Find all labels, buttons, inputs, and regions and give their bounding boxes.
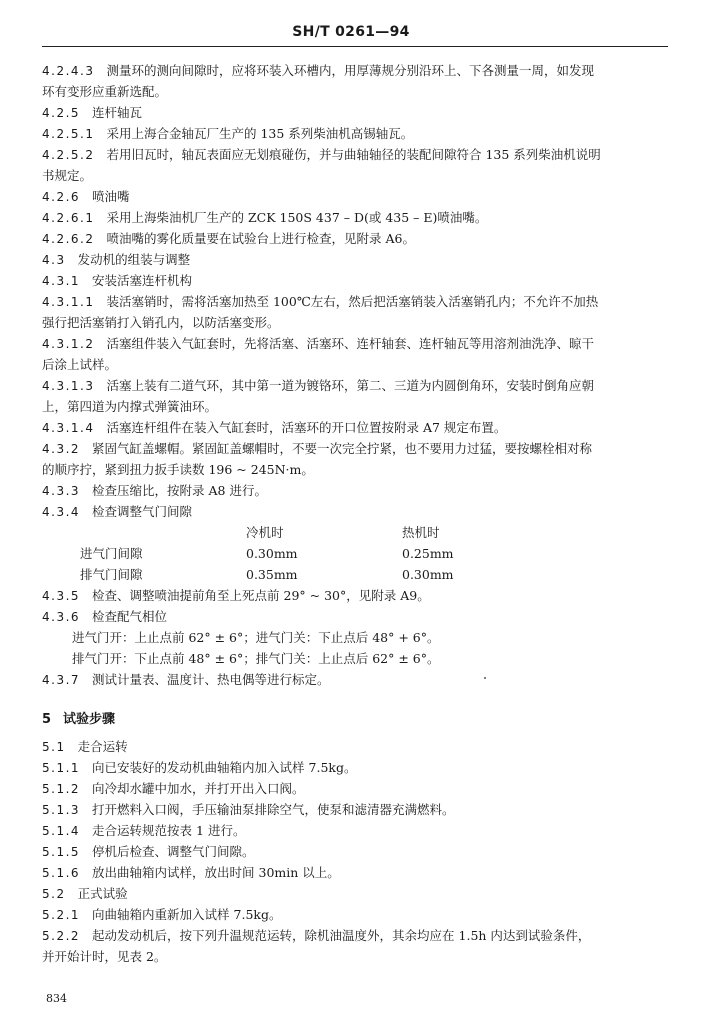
table-cell-cold: 0.30mm — [246, 546, 298, 562]
clause-text: 喷油嘴 — [92, 189, 130, 205]
clause-number: 4.2.4.3 — [42, 64, 95, 78]
clause-line — [42, 906, 281, 924]
clause-number: 4.3.1 — [42, 274, 81, 289]
clause-line — [42, 482, 267, 500]
clause-line — [42, 251, 190, 269]
clause-line — [42, 230, 415, 248]
clause-text: 发动机的组装与调整 — [77, 252, 191, 268]
clause-text: 连杆轴瓦 — [92, 105, 143, 121]
clause-number: 5.1.4 — [42, 824, 81, 839]
clause-number: 4.2.6.1 — [42, 211, 95, 226]
clause-text: 活塞连杆组件在装入气缸套时，活塞环的开口位置按附录 A7 规定布置。 — [106, 420, 507, 436]
clause-text: 安装活塞连杆机构 — [92, 273, 193, 289]
clause-text: 采用上海柴油机厂生产的 ZCK 150S 437 – D(或 435 – E)喷油嘴。 — [106, 210, 488, 226]
clause-line — [42, 738, 128, 756]
clause-text: 走合运转规范按表 1 进行。 — [92, 823, 246, 839]
clause-line — [42, 272, 192, 290]
clause-line — [42, 587, 430, 605]
page-number: 834 — [46, 992, 67, 1005]
clause-text: 向曲轴箱内重新加入试样 7.5kg。 — [92, 907, 282, 923]
clause-number: 4.2.6.2 — [42, 232, 95, 247]
clause-line — [42, 608, 167, 626]
clause-number: 4.3 — [42, 253, 66, 268]
table-header-cold: 冷机时 — [246, 525, 284, 541]
clause-text: 测量环的测向间隙时，应将环装入环槽内，用厚薄规分别沿环上、下各测量一周，如发现 — [106, 63, 594, 78]
clause-number: 4.2.5 — [42, 106, 81, 121]
clause-number: 5.1.3 — [42, 803, 81, 818]
valve-timing-intake: 进气门开：上止点前 62° ± 6°；进气门关：下止点后 48° + 6°。 — [72, 630, 440, 646]
clause-number: 5.1.1 — [42, 761, 81, 776]
clause-line — [42, 125, 413, 143]
clause-continuation: 环有变形应重新选配。 — [42, 84, 168, 99]
clause-text: 向已安装好的发动机曲轴箱内加入试样 7.5kg。 — [92, 760, 357, 776]
table-row-label: 排气门间隙 — [80, 567, 143, 583]
clause-line — [42, 759, 356, 777]
clause-line — [42, 62, 594, 80]
clause-number: 4.3.2 — [42, 442, 81, 457]
clause-continuation: 强行把活塞销打入销孔内，以防活塞变形。 — [42, 315, 280, 331]
clause-number: 4.2.6 — [42, 190, 81, 205]
clause-continuation: 后涂上试样。 — [42, 357, 118, 373]
clause-number: 5.2 — [42, 887, 66, 902]
table-cell-hot: 0.30mm — [402, 567, 454, 583]
clause-number: 4.3.1.3 — [42, 379, 95, 394]
clause-text: 检查、调整喷油提前角至上死点前 29° ~ 30°，见附录 A9。 — [92, 588, 430, 604]
clause-number: 4.3.6 — [42, 610, 81, 625]
clause-text: 若用旧瓦时，轴瓦表面应无划痕碰伤，并与曲轴轴径的装配间隙符合 135 系列柴油机说明 — [106, 147, 601, 163]
clause-line — [42, 146, 601, 164]
clause-line — [42, 885, 128, 903]
table-cell-cold: 0.35mm — [246, 567, 298, 583]
table-header-hot: 热机时 — [402, 525, 440, 541]
clause-line — [42, 780, 305, 798]
section-heading — [42, 708, 115, 727]
clause-number: 4.3.7 — [42, 673, 81, 688]
clause-text: 打开燃料入口阀，手压输油泵排除空气，使泵和滤清器充满燃料。 — [92, 802, 455, 818]
clause-line — [42, 377, 594, 395]
clause-line — [42, 104, 142, 122]
clause-line — [42, 822, 245, 840]
clause-number: 4.3.5 — [42, 589, 81, 604]
clause-text: 活塞组件装入气缸套时，先将活塞、活塞环、连杆轴套、连杆轴瓦等用溶剂油洗净、晾干 — [106, 336, 594, 352]
table-cell-hot: 0.25mm — [402, 546, 454, 562]
page-header: SH/T 0261—94 — [292, 24, 410, 40]
clause-number: 5.1.6 — [42, 866, 81, 881]
clause-line — [42, 843, 255, 861]
clause-number: 4.2.5.2 — [42, 148, 95, 163]
section-title: 试验步骤 — [63, 711, 116, 727]
clause-number: 4.3.1.1 — [42, 295, 95, 310]
clause-line — [42, 293, 598, 311]
clause-text: 活塞上装有二道气环，其中第一道为镀铬环，第二、三道为内圆倒角环，安装时倒角应朝 — [106, 378, 594, 394]
clause-text: 向冷却水罐中加水，并打开出入口阀。 — [92, 781, 305, 797]
clause-continuation: 书规定。 — [42, 168, 93, 184]
clause-text: 检查压缩比，按附录 A8 进行。 — [92, 483, 267, 499]
valve-timing-exhaust: 排气门开：下止点前 48° ± 6°；排气门关：上止点后 62° ± 6°。 — [72, 651, 440, 667]
clause-text: 停机后检查、调整气门间隙。 — [92, 844, 255, 860]
clause-line — [42, 335, 594, 353]
clause-line — [42, 440, 592, 458]
clause-number: 4.3.1.2 — [42, 337, 95, 352]
clause-number: 5.1.2 — [42, 782, 81, 797]
clause-number: 4.3.3 — [42, 484, 81, 499]
clause-line — [42, 927, 590, 945]
clause-text: 检查配气相位 — [92, 609, 168, 625]
clause-line — [42, 188, 130, 206]
clause-line — [42, 209, 487, 227]
clause-number: 5.2.1 — [42, 908, 81, 923]
clause-text: 装活塞销时，需将活塞加热至 100℃左右，然后把活塞销装入活塞销孔内；不允许不加热 — [106, 294, 599, 310]
clause-line — [42, 864, 340, 882]
clause-line — [42, 801, 455, 819]
clause-continuation: 并开始计时，见表 2。 — [42, 949, 167, 965]
clause-line — [42, 503, 192, 521]
header-rule — [42, 46, 668, 47]
clause-text: 走合运转 — [77, 739, 128, 755]
table-row-label: 进气门间隙 — [80, 546, 143, 562]
speck-mark — [484, 677, 486, 679]
clause-line — [42, 419, 506, 437]
clause-text: 起动发动机后，按下列升温规范运转，除机油温度外，其余均应在 1.5h 内达到试验条件， — [92, 928, 591, 944]
clause-text: 放出曲轴箱内试样，放出时间 30min 以上。 — [92, 865, 340, 881]
clause-number: 4.3.4 — [42, 505, 81, 520]
clause-line — [42, 671, 330, 689]
clause-text: 测试计量表、温度计、热电偶等进行标定。 — [92, 672, 330, 688]
clause-continuation: 上，第四道为内撑式弹簧油环。 — [42, 399, 218, 415]
clause-text: 采用上海合金轴瓦厂生产的 135 系列柴油机高锡轴瓦。 — [106, 126, 414, 142]
section-number: 5 — [42, 711, 52, 727]
clause-number: 4.3.1.4 — [42, 421, 95, 436]
clause-text: 正式试验 — [77, 886, 128, 902]
clause-text: 紧固气缸盖螺帽。紧固缸盖螺帽时，不要一次完全拧紧，也不要用力过猛，要按螺栓相对称 — [92, 441, 593, 457]
clause-number: 5.1 — [42, 740, 66, 755]
clause-number: 5.1.5 — [42, 845, 81, 860]
clause-text: 喷油嘴的雾化质量要在试验台上进行检查，见附录 A6。 — [106, 231, 415, 247]
clause-number: 5.2.2 — [42, 929, 81, 944]
clause-continuation: 的顺序拧，紧到扭力扳手读数 196 ~ 245N·m。 — [42, 462, 314, 478]
clause-text: 检查调整气门间隙 — [92, 504, 193, 520]
clause-number: 4.2.5.1 — [42, 127, 95, 142]
